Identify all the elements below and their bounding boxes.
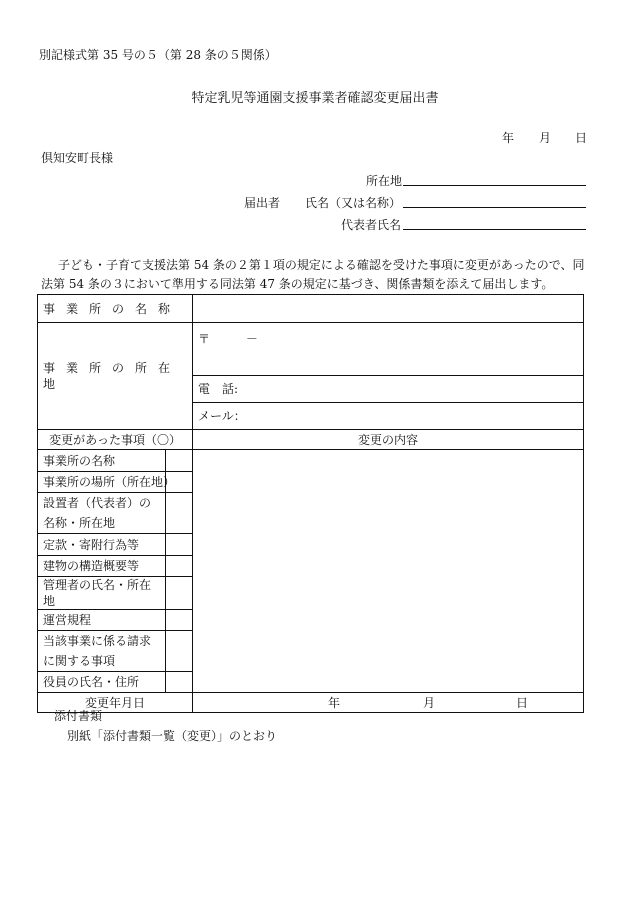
item-label: 建物の構造概要等 bbox=[38, 556, 166, 577]
change-date-day: 日 bbox=[516, 696, 529, 710]
date-year-label: 年 bbox=[502, 131, 515, 145]
email-field[interactable] bbox=[193, 403, 584, 430]
applicant-role-label: 届出者 bbox=[244, 196, 281, 210]
form-id: 別記様式第 35 号の５（第 28 条の５関係） bbox=[39, 48, 277, 62]
date-month-label: 月 bbox=[539, 131, 552, 145]
item-checkbox[interactable] bbox=[166, 556, 193, 577]
address-label: 所在地 bbox=[366, 174, 403, 188]
postal-field[interactable] bbox=[193, 323, 584, 376]
postal-dash: － bbox=[245, 332, 258, 346]
item-label: 当該事業に係る請求に関する事項 bbox=[38, 631, 166, 672]
name-underline[interactable] bbox=[403, 193, 586, 208]
attachments-label: 添付書類 bbox=[54, 709, 103, 723]
representative-underline[interactable] bbox=[403, 215, 586, 230]
office-name-field[interactable] bbox=[193, 295, 584, 323]
item-checkbox[interactable] bbox=[166, 450, 193, 472]
name-label: 氏名（又は名称） bbox=[305, 196, 402, 210]
item-label: 管理者の氏名・所在地 bbox=[38, 577, 166, 610]
item-checkbox[interactable] bbox=[166, 631, 193, 672]
item-label: 設置者（代表者）の名称・所在地 bbox=[38, 493, 166, 534]
change-date-field[interactable] bbox=[193, 693, 584, 713]
attachments-text: 別紙「添付書類一覧（変更）」のとおり bbox=[67, 729, 278, 743]
change-date-month: 月 bbox=[423, 696, 436, 710]
item-label: 事業所の名称 bbox=[38, 450, 166, 472]
change-date-row bbox=[38, 693, 584, 713]
item-label: 事業所の場所（所在地） bbox=[38, 472, 166, 493]
office-postal-row bbox=[38, 323, 584, 376]
item-row bbox=[38, 450, 584, 472]
office-location-label: 事業所の所在地 bbox=[38, 323, 193, 430]
item-label: 定款・寄附行為等 bbox=[38, 534, 166, 556]
representative-label: 代表者氏名 bbox=[341, 218, 402, 232]
phone-label: 電 話: bbox=[198, 382, 239, 396]
body-line-1: 子ども・子育て支援法第 54 条の２第１項の規定による確認を受けた事項に変更があったので、同 bbox=[58, 258, 585, 272]
date-day-label: 日 bbox=[575, 131, 588, 145]
item-checkbox[interactable] bbox=[166, 577, 193, 610]
item-checkbox[interactable] bbox=[166, 610, 193, 631]
addressee: 倶知安町長様 bbox=[41, 151, 114, 165]
address-underline[interactable] bbox=[403, 171, 586, 186]
phone-field[interactable] bbox=[193, 376, 584, 403]
change-content-field[interactable] bbox=[193, 450, 584, 693]
office-name-label: 事業所の名称 bbox=[38, 295, 193, 323]
change-date-year: 年 bbox=[328, 696, 341, 710]
body-line-2: 法第 54 条の３において準用する同法第 47 条の規定に基づき、関係書類を添えて届出します。 bbox=[41, 277, 554, 291]
changed-items-header: 変更があった事項（〇） bbox=[38, 430, 193, 450]
item-label: 役員の氏名・住所 bbox=[38, 672, 166, 693]
change-form-table bbox=[37, 294, 584, 713]
item-checkbox[interactable] bbox=[166, 493, 193, 534]
item-checkbox[interactable] bbox=[166, 534, 193, 556]
office-name-row bbox=[38, 295, 584, 323]
item-label: 運営規程 bbox=[38, 610, 166, 631]
postal-mark: 〒 bbox=[198, 332, 211, 346]
change-content-header: 変更の内容 bbox=[193, 430, 584, 450]
email-label: メール： bbox=[198, 409, 246, 423]
change-date-label: 変更年月日 bbox=[38, 693, 193, 713]
form-title: 特定乳児等通園支援事業者確認変更届出書 bbox=[191, 91, 439, 106]
item-checkbox[interactable] bbox=[166, 672, 193, 693]
change-header-row bbox=[38, 430, 584, 450]
